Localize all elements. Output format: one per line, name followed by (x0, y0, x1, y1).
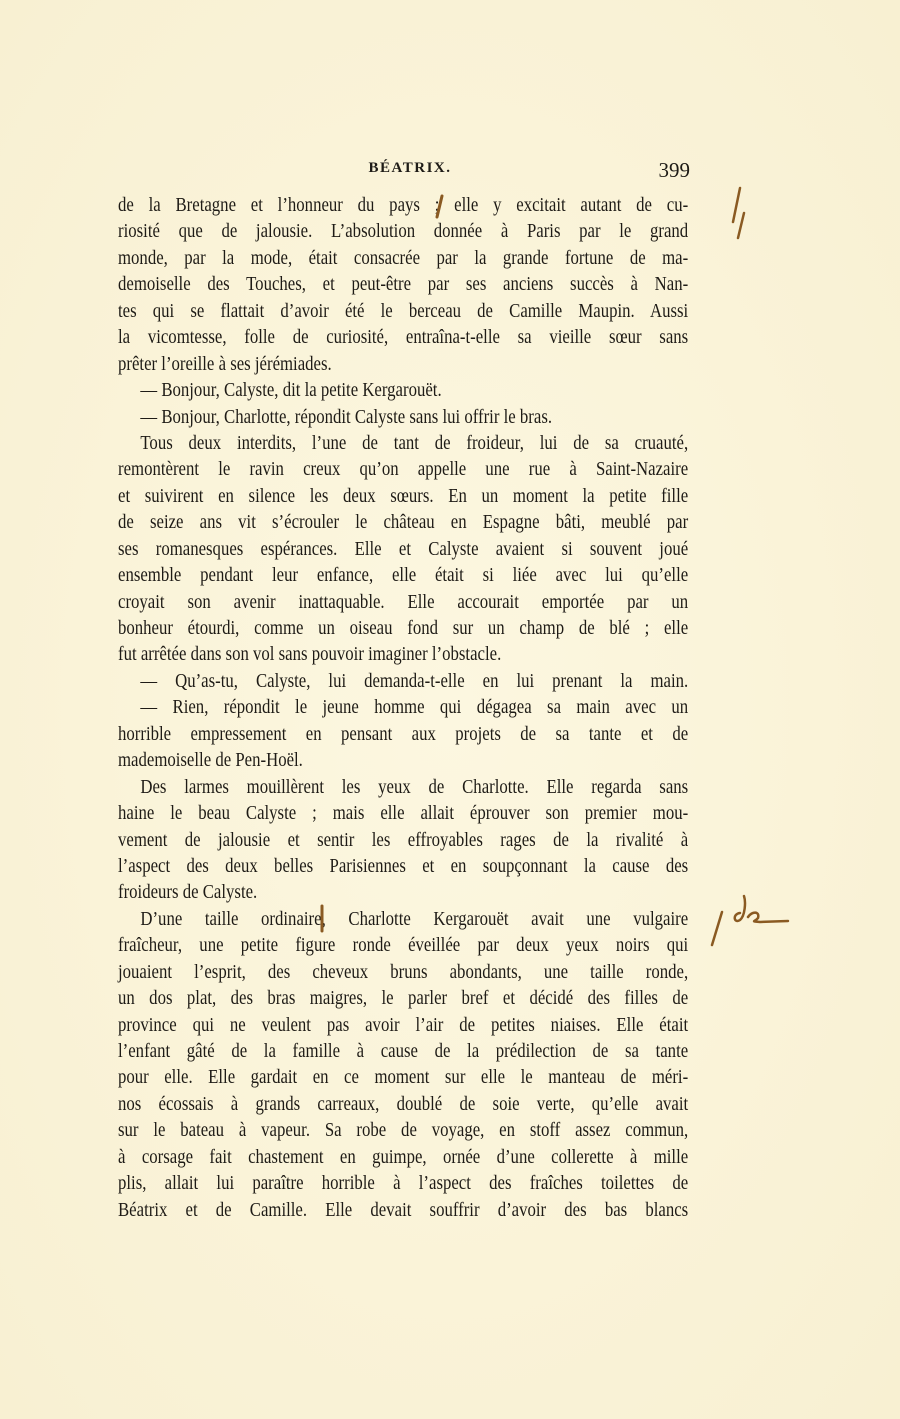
page-number: 399 (658, 158, 690, 182)
text-line: haine le beau Calyste ; mais elle allait éprouver son premier mou- (118, 803, 689, 825)
text-line: Des larmes mouillèrent les yeux de Charlotte. Elle regarda sans (140, 776, 689, 798)
text-line: fut arrêtée dans son vol sans pouvoir imaginer l’obstacle. (118, 644, 502, 666)
text-line: l’enfant gâté de la famille à cause de la prédilection de sa tante (118, 1041, 689, 1062)
text-line: la vicomtesse, folle de curiosité, entraîna-t-elle sa vieille sœur sans (118, 327, 689, 349)
text-line: l’aspect des deux belles Parisiennes et en soupçonnant la cause des (118, 855, 689, 877)
text-line: — Bonjour, Calyste, dit la petite Kergarouët. (140, 380, 442, 402)
text-line: de seize ans vit s’écrouler le château en Espagne bâti, meublé par (118, 512, 689, 534)
text-line: vement de jalousie et sentir les effroyables rages de la rivalité à (118, 829, 689, 851)
text-line: — Bonjour, Charlotte, répondit Calyste sans lui offrir le bras. (140, 406, 553, 428)
text-line: et suivirent en silence les deux sœurs. En un moment la petite fille (118, 485, 689, 507)
text-line: froideurs de Calyste. (118, 882, 258, 904)
text-line: sur le bateau à vapeur. Sa robe de voyage, en stoff assez commun, (118, 1120, 689, 1142)
text-line: — Qu’as-tu, Calyste, lui demanda-t-elle en lui prenant la main. (140, 670, 689, 692)
text-line: pour elle. Elle gardait en ce moment sur elle le manteau de méri- (118, 1067, 689, 1089)
text-line: ensemble pendant leur enfance, elle était si liée avec lui qu’elle (118, 565, 689, 587)
text-line: Tous deux interdits, l’une de tant de froideur, lui de sa cruauté, (140, 432, 689, 454)
text-line: un dos plat, des bras maigres, le parler bref et décidé des filles de (118, 988, 689, 1010)
text-line: tes qui se flattait d’avoir été le berceau de Camille Maupin. Aussi (118, 300, 689, 322)
text-line: nos écossais à grands carreaux, doublé de soie verte, qu’elle avait (118, 1093, 689, 1115)
text-line: horrible empressement en pensant aux projets de sa tante et de (118, 723, 689, 745)
text-line: ses romanesques espérances. Elle et Calyste avaient si souvent joué (118, 538, 689, 560)
text-line: demoiselle des Touches, et peut-être par ses anciens succès à Nan- (118, 274, 689, 296)
text-line: D’une taille ordinaire, Charlotte Kergarouët avait une vulgaire (140, 908, 689, 930)
text-line: prêter l’oreille à ses jérémiades. (118, 353, 332, 375)
text-line: jouaient l’esprit, des cheveux bruns abondants, une taille ronde, (118, 961, 689, 983)
margin-mark-1 (733, 188, 740, 222)
text-line: mademoiselle de Pen-Hoël. (118, 750, 303, 772)
text-line: province qui ne veulent pas avoir l’air de petites niaises. Elle était (118, 1014, 689, 1036)
text-line: bonheur étourdi, comme un oiseau fond sur un champ de blé ; elle (118, 618, 689, 639)
text-line: fraîcheur, une petite figure ronde éveillée par deux yeux noirs qui (118, 935, 689, 957)
text-line: plis, allait lui paraître horrible à l’aspect des fraîches toilettes de (118, 1173, 689, 1195)
text-line: à corsage fait chastement en guimpe, ornée d’une collerette à mille (118, 1146, 689, 1168)
margin-mark-3 (712, 912, 722, 945)
text-line: croyait son avenir inattaquable. Elle accourait emportée par un (118, 591, 689, 613)
text-line: de la Bretagne et l’honneur du pays ; elle y excitait autant de cu- (118, 195, 689, 216)
text-line: monde, par la mode, était consacrée par la grande fortune de ma- (118, 247, 689, 269)
margin-mark-4 (735, 896, 788, 922)
margin-mark-2 (738, 213, 744, 238)
text-line: riosité que de jalousie. L’absolution donnée à Paris par le grand (118, 221, 689, 243)
insertion-mark-1 (437, 196, 442, 217)
running-header: BÉATRIX. (368, 160, 452, 176)
text-line: — Rien, répondit le jeune homme qui dégagea sa main avec un (140, 697, 689, 719)
text-line: remontèrent le ravin creux qu’on appelle une rue à Saint-Nazaire (118, 459, 689, 481)
text-line: Béatrix et de Camille. Elle devait souffrir d’avoir des bas blancs (118, 1199, 689, 1221)
